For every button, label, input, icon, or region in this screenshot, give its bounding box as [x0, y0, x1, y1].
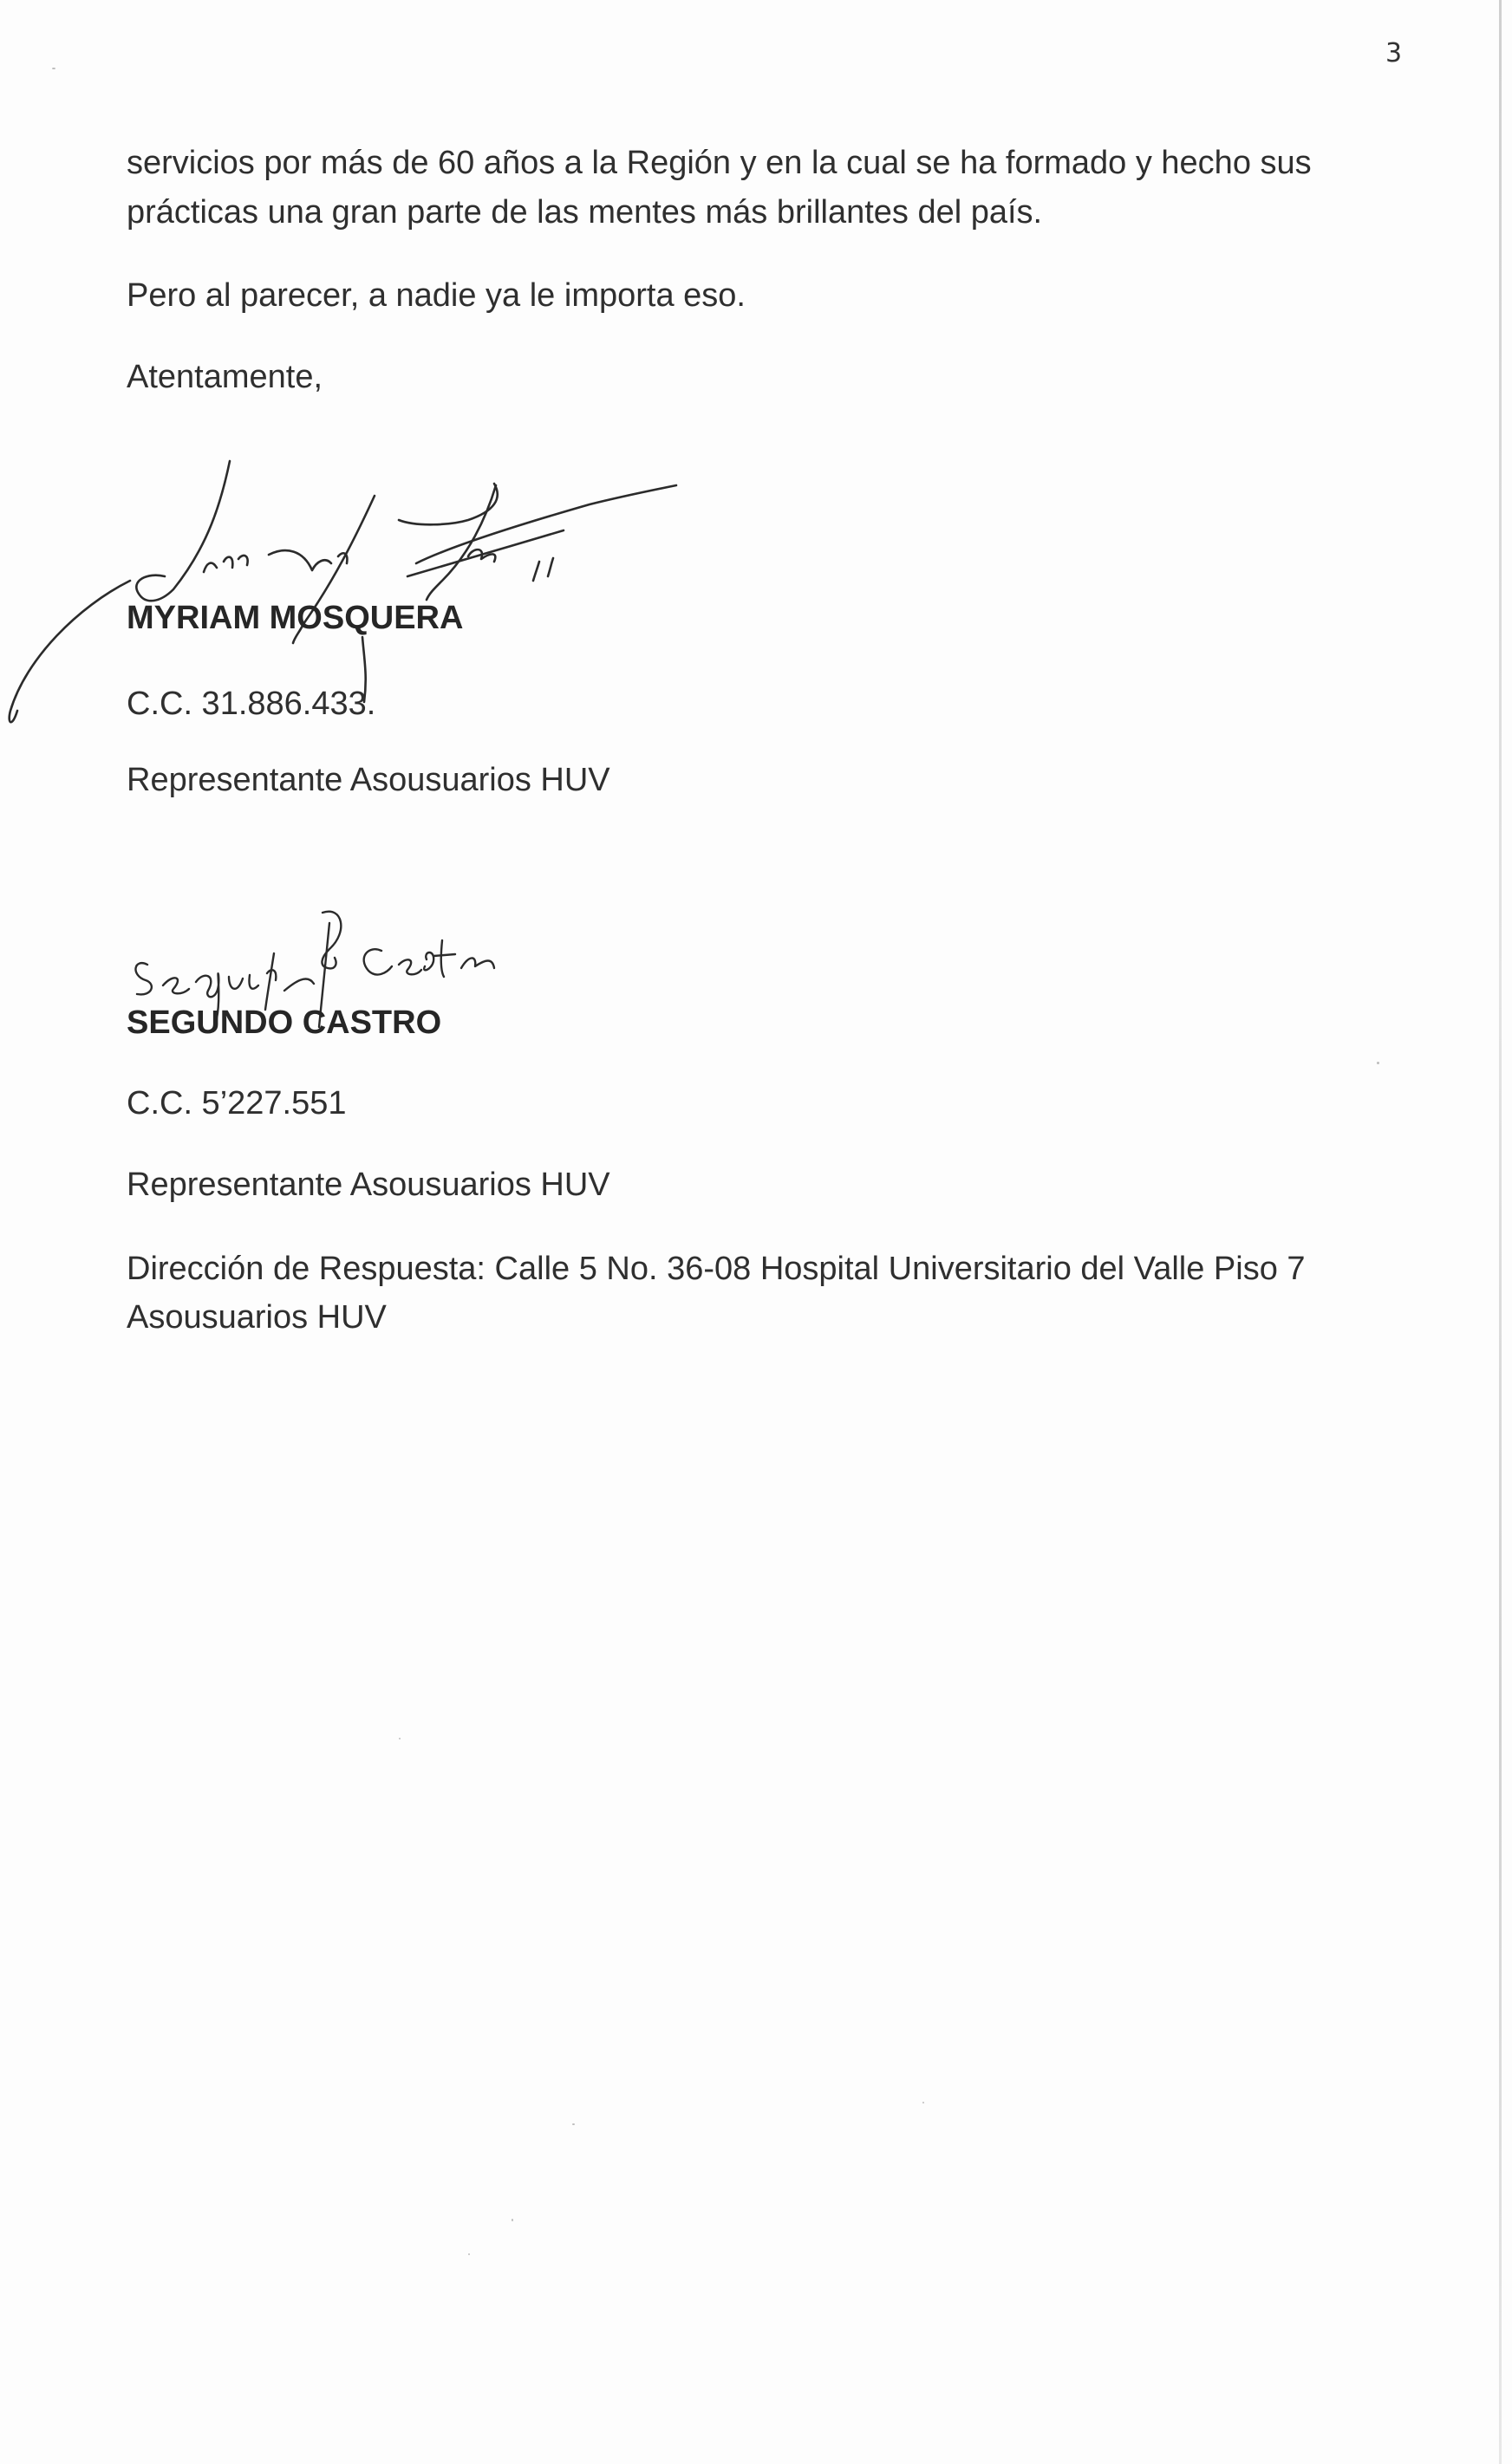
signatory-1-id: C.C. 31.886.433. [127, 686, 376, 722]
scan-speck [468, 2253, 470, 2255]
body-paragraph-2: Pero al parecer, a nadie ya le importa eso. [127, 277, 746, 314]
signatory-2-name: SEGUNDO CASTRO [127, 1004, 442, 1041]
response-address-line-2: Asousuarios HUV [127, 1299, 387, 1336]
signatory-2-id: C.C. 5’227.551 [127, 1085, 347, 1121]
scan-speck [572, 2123, 575, 2125]
scan-speck [922, 2102, 924, 2103]
response-address-line-1: Dirección de Respuesta: Calle 5 No. 36-08 Hospital Universitario del Valle Piso 7 [127, 1251, 1306, 1287]
signatory-1-name: MYRIAM MOSQUERA [127, 600, 464, 636]
scan-speck [52, 68, 55, 69]
signatory-1-role: Representante Asousuarios HUV [127, 762, 610, 798]
body-paragraph-1-line-1: servicios por más de 60 años a la Región y en la cual se ha formado y hecho sus [127, 145, 1312, 181]
closing-salutation: Atentamente, [127, 359, 323, 395]
scan-speck [1377, 1062, 1379, 1064]
signatory-2-role: Representante Asousuarios HUV [127, 1167, 610, 1203]
page-number: 3 [1385, 38, 1403, 68]
scan-speck [399, 1738, 401, 1739]
scan-edge [1499, 0, 1502, 2464]
body-paragraph-1-line-2: prácticas una gran parte de las mentes más brillantes del país. [127, 194, 1043, 231]
scan-speck [512, 2219, 513, 2221]
